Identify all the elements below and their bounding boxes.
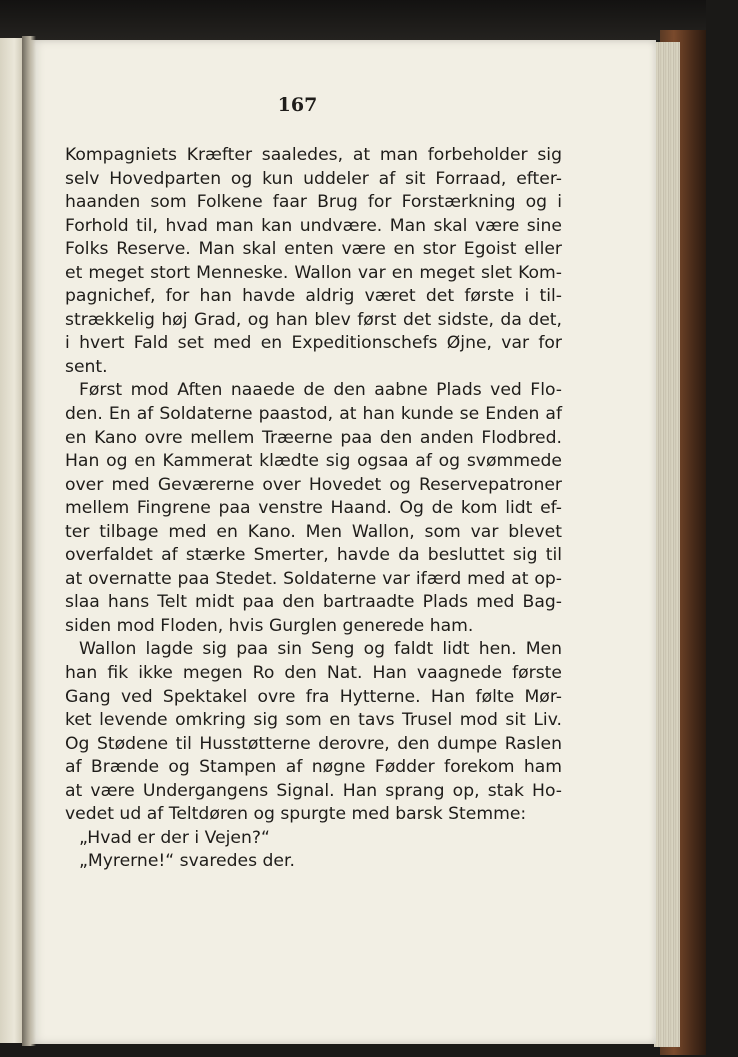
page-block-edge [654,42,680,1047]
text-line: ket levende omkring sig som en tavs Trusel mod sit Liv. [65,710,562,731]
text-line: Først mod Aften naaede de den aabne Plads ved Flo- [79,380,562,401]
text-line: „Myrerne!“ svaredes der. [79,851,295,872]
left-page-edge [0,38,24,1043]
text-line: vedet ud af Teltdøren og spurgte med barsk Stemme: [65,804,527,825]
text-line: sent. [65,356,108,377]
text-line: overfaldet af stærke Smerter, havde da besluttet sig til [65,545,562,566]
text-line: at være Undergangens Signal. Han sprang op, stak Ho- [65,780,562,801]
text-line: Kompagniets Kræfter saaledes, at man forbeholder sig [65,145,562,165]
text-line: over med Geværerne over Hovedet og Reservepatroner [65,474,562,495]
text-line: en Kano ovre mellem Træerne paa den anden Flodbred. [65,427,562,448]
text-line: af Brænde og Stampen af nøgne Fødder forekom ham [65,757,562,778]
text-line: slaa hans Telt midt paa den bartraadte Plads med Bag- [65,592,562,613]
text-line: Forhold til, hvad man kan undvære. Man skal være sine [65,215,562,236]
text-line: mellem Fingrene paa venstre Haand. Og de kom lidt ef- [65,498,562,519]
text-line: haanden som Folkene faar Brug for Forstærkning og i [65,192,562,213]
text-line: selv Hovedparten og kun uddeler af sit Forraad, efter- [65,168,562,189]
body-text [65,144,562,874]
page-number: 167 [277,94,318,116]
text-line: et meget stort Menneske. Wallon var en meget slet Kom- [65,262,562,283]
text-line: Wallon lagde sig paa sin Seng og faldt lidt hen. Men [79,639,562,660]
text-line: i hvert Fald set med en Expeditionschefs Øjne, var for [65,333,562,354]
text-line: pagnichef, for han havde aldrig været det første i til- [65,286,562,307]
text-line: „Hvad er der i Vejen?“ [79,827,270,848]
text-line: Og Stødene til Husstøtterne derovre, den dumpe Raslen [65,733,562,754]
text-line: Folks Reserve. Man skal enten være en stor Egoist eller [65,239,562,260]
gutter-shadow [22,36,36,1046]
text-line: den. En af Soldaterne paastod, at han kunde se Enden af [65,404,562,425]
text-line: han fik ikke megen Ro den Nat. Han vaagnede første [65,663,562,684]
text-line: at overnatte paa Stedet. Soldaterne var ifærd med at op- [65,568,562,589]
top-dark-edge [0,0,738,40]
text-line: siden mod Floden, hvis Gurglen generede ham. [65,615,474,636]
right-shadow [706,0,738,1057]
text-line: ter tilbage med en Kano. Men Wallon, som var blevet [65,521,562,542]
text-line: Gang ved Spektakel ovre fra Hytterne. Han følte Mør- [65,686,562,707]
book-page [30,40,656,1044]
text-line: Han og en Kammerat klædte sig ogsaa af og svømmede [65,451,562,472]
text-line: strækkelig høj Grad, og han blev først det sidste, da det, [65,309,562,330]
